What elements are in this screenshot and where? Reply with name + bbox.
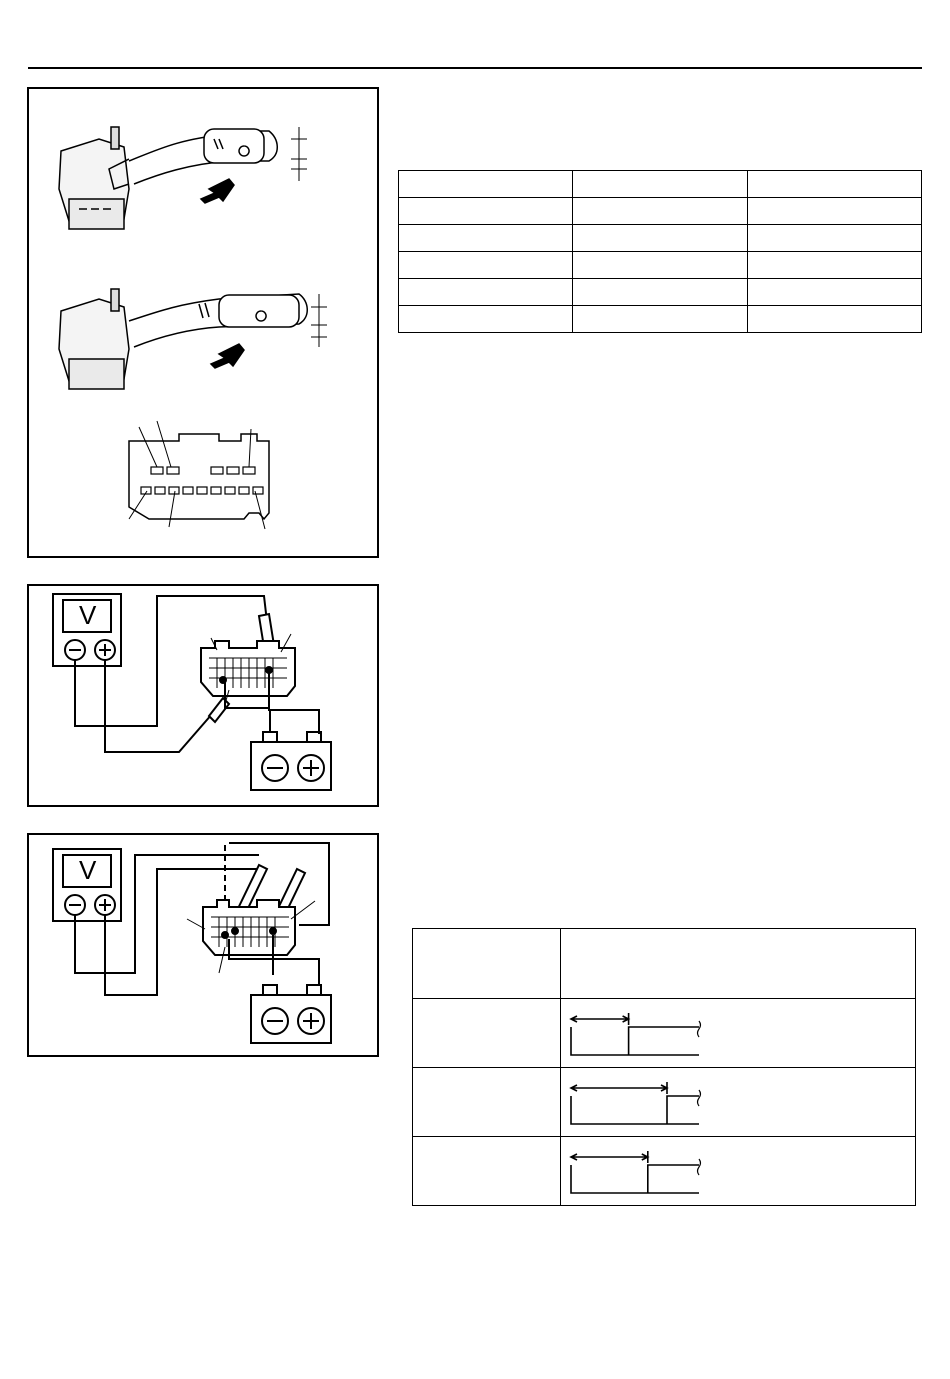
duration-arrow (571, 1013, 629, 1025)
continuity-row (399, 306, 922, 333)
continuity-cell (747, 306, 921, 333)
timing-header-row (413, 929, 916, 999)
continuity-cell (573, 306, 747, 333)
continuity-cell (747, 279, 921, 306)
waveform-line (571, 1096, 699, 1124)
timing-row (413, 1137, 916, 1206)
continuity-cell (399, 171, 573, 198)
continuity-cell (573, 225, 747, 252)
continuity-row (399, 252, 922, 279)
break-mark (698, 1159, 701, 1175)
continuity-row (399, 225, 922, 252)
timing-wave-cell (561, 1068, 916, 1137)
combination-switch-figure (27, 87, 379, 558)
continuity-cell (747, 198, 921, 225)
duration-arrow (571, 1082, 667, 1094)
timing-label-cell (413, 1137, 561, 1206)
timing-wave-cell (561, 999, 916, 1068)
wiper-lever-lower (129, 294, 327, 347)
timing-header-cell (413, 929, 561, 999)
voltmeter-test-figure-1 (27, 584, 379, 807)
header-rule (28, 67, 922, 69)
continuity-row (399, 171, 922, 198)
waveform-line (571, 1165, 699, 1193)
continuity-cell (399, 225, 573, 252)
continuity-cell (747, 171, 921, 198)
timing-table (412, 928, 916, 1206)
duration-arrow (571, 1151, 648, 1163)
connector-body (201, 634, 295, 704)
timing-wave-cell (561, 1137, 916, 1206)
continuity-cell (399, 306, 573, 333)
continuity-row (399, 198, 922, 225)
timing-waveform (569, 1072, 729, 1132)
continuity-row (399, 279, 922, 306)
timing-label-cell (413, 1068, 561, 1137)
continuity-cell (747, 252, 921, 279)
continuity-cell (573, 279, 747, 306)
break-mark (698, 1021, 701, 1037)
break-mark (698, 1090, 701, 1106)
timing-row (413, 999, 916, 1068)
continuity-table (398, 170, 922, 333)
timing-waveform (569, 1141, 729, 1201)
battery (251, 732, 331, 790)
connector-body (187, 900, 315, 973)
continuity-cell (399, 198, 573, 225)
wiper-lever-upper (129, 127, 307, 184)
continuity-cell (399, 252, 573, 279)
voltmeter-body (53, 594, 121, 666)
continuity-cell (573, 171, 747, 198)
switch-body-upper (59, 127, 129, 229)
connector-face (129, 421, 269, 529)
continuity-cell (573, 252, 747, 279)
voltmeter-test-figure-2 (27, 833, 379, 1057)
direction-arrow-upper (201, 179, 234, 203)
battery-wire (273, 959, 319, 985)
waveform-line (571, 1027, 699, 1055)
voltmeter-label: V (79, 600, 97, 630)
battery (251, 985, 331, 1043)
direction-arrow-lower (211, 344, 244, 368)
timing-label-cell (413, 999, 561, 1068)
voltmeter-body (53, 849, 121, 921)
continuity-cell (399, 279, 573, 306)
timing-header-cell (561, 929, 916, 999)
voltmeter-label: V (79, 855, 97, 885)
switch-body-lower (59, 289, 129, 389)
timing-waveform (569, 1003, 729, 1063)
continuity-cell (573, 198, 747, 225)
continuity-cell (747, 225, 921, 252)
timing-row (413, 1068, 916, 1137)
